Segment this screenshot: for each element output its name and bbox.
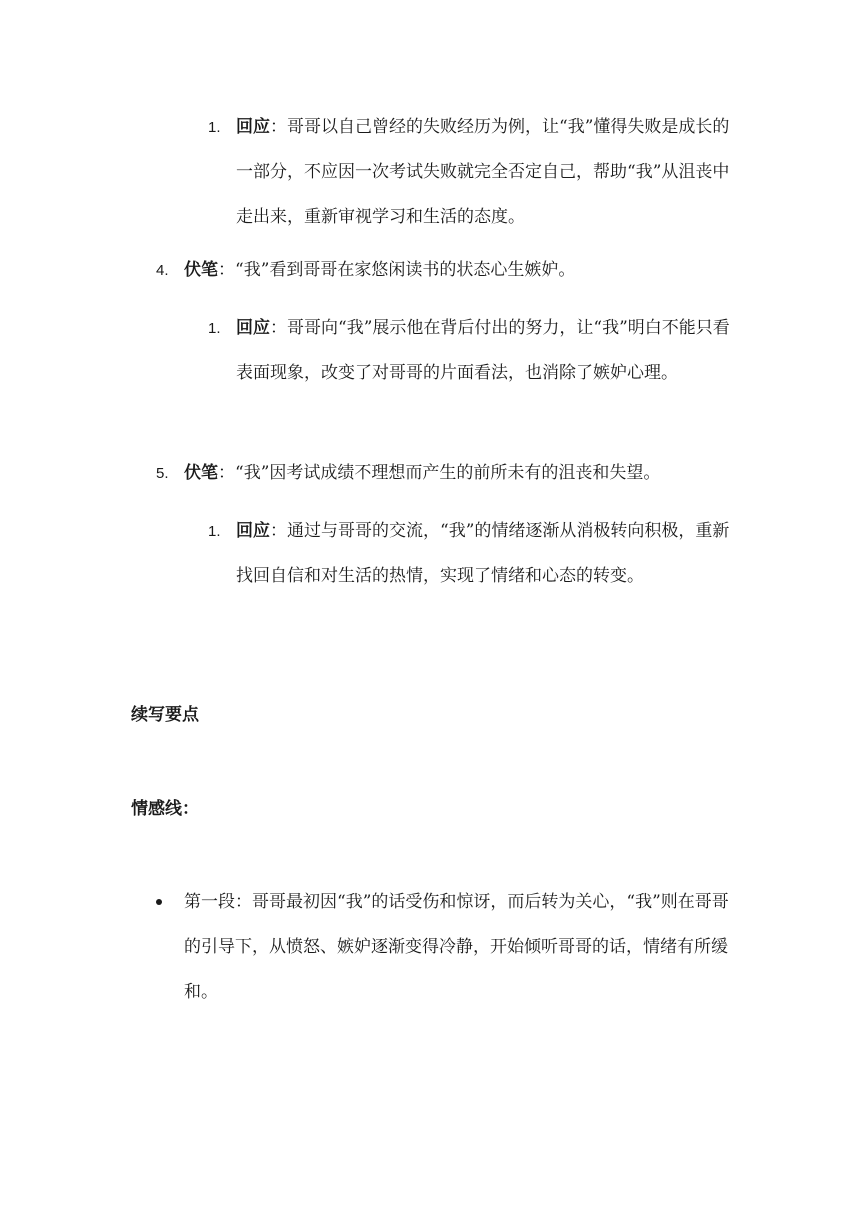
bullet-dot-icon — [156, 899, 162, 905]
list-marker: 1. — [208, 320, 221, 337]
bullet-item-text: 第一段：哥哥最初因“我”的话受伤和惊讶，而后转为关心，“我”则在哥哥的引导下，从愤怒、嫉妒逐渐变得冷静，开始倾听哥哥的话，情绪有所缓和。 — [184, 892, 729, 1002]
list-item-text — [184, 248, 736, 293]
item-body: ：哥哥向“我”展示他在背后付出的努力，让“我”明白不能只看表面现象，改变了对哥哥的片面看法，也消除了嫉妒心理。 — [236, 318, 730, 383]
list-item-text — [236, 105, 736, 240]
list-item-response-3 — [208, 509, 736, 599]
list-marker: 1. — [208, 523, 221, 540]
list-item-response-1 — [208, 105, 736, 240]
item-body: ：“我”看到哥哥在家悠闲读书的状态心生嫉妒。 — [218, 260, 576, 280]
item-body: ：通过与哥哥的交流，“我”的情绪逐渐从消极转向积极，重新找回自信和对生活的热情，实现了情绪和心态的转变。 — [236, 521, 730, 586]
emotion-line-heading: 情感线： — [131, 799, 199, 819]
list-item-text — [236, 509, 736, 599]
list-item-text — [184, 451, 736, 496]
item-body: ：哥哥以自己曾经的失败经历为例，让“我”懂得失败是成长的一部分，不应因一次考试失败就完全否定自己，帮助“我”从沮丧中走出来，重新审视学习和生活的态度。 — [236, 117, 730, 227]
section-title: 续写要点 — [131, 705, 199, 725]
list-marker: 5. — [156, 465, 169, 482]
item-label: 回应 — [236, 521, 270, 541]
list-marker: 1. — [208, 119, 221, 136]
bullet-item-paragraph-1 — [184, 880, 736, 1015]
list-marker: 4. — [156, 262, 169, 279]
list-item-response-2 — [208, 306, 736, 396]
item-label: 回应 — [236, 117, 270, 137]
list-item-foreshadow-4 — [156, 248, 736, 293]
item-label: 回应 — [236, 318, 270, 338]
list-item-foreshadow-5 — [156, 451, 736, 496]
item-label: 伏笔 — [184, 260, 218, 280]
list-item-text — [236, 306, 736, 396]
item-body: ：“我”因考试成绩不理想而产生的前所未有的沮丧和失望。 — [218, 463, 661, 483]
item-label: 伏笔 — [184, 463, 218, 483]
